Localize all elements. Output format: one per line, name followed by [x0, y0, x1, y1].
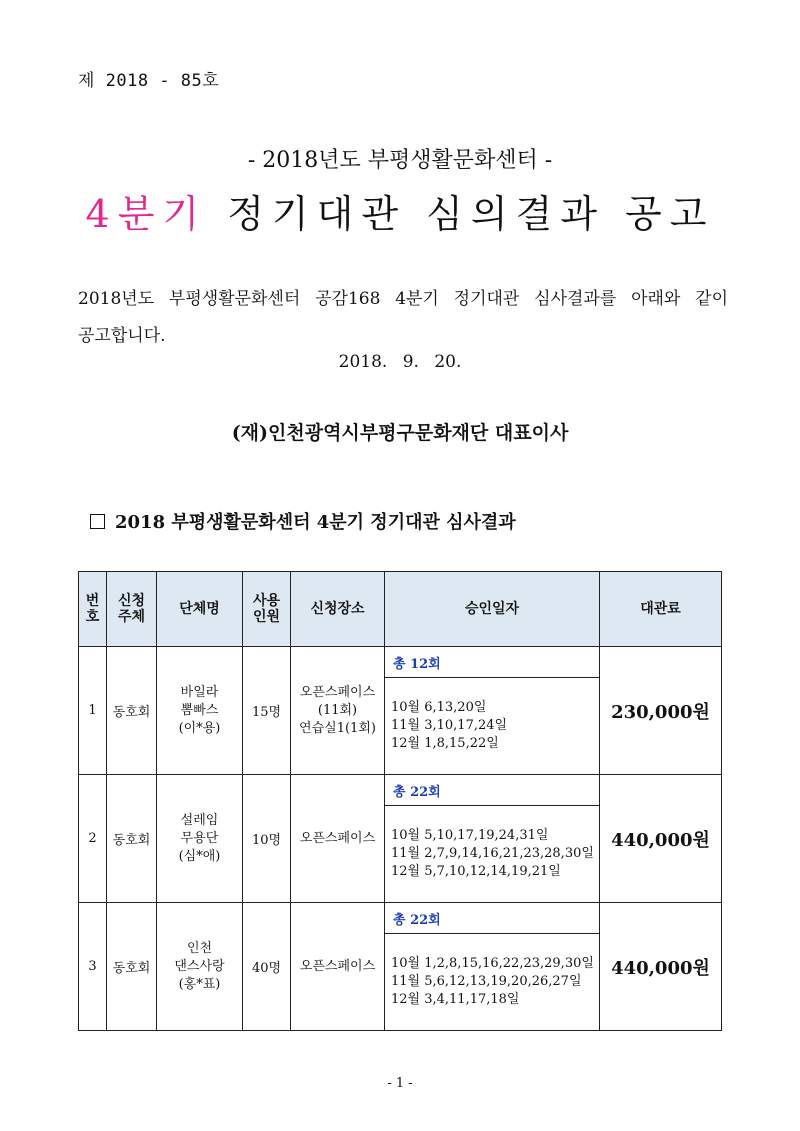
header-approved-dates: 승인일자	[385, 572, 600, 647]
dates-line: 12월 1,8,15,22일	[391, 736, 499, 751]
cell-venue	[291, 903, 385, 1031]
cell-applicant-type: 동호회	[107, 775, 157, 903]
header-applicant-type	[107, 572, 157, 647]
table-row	[79, 775, 722, 806]
cell-venue	[291, 647, 385, 775]
cell-venue	[291, 775, 385, 903]
dates-line: 11월 3,10,17,24일	[391, 718, 508, 733]
table-row	[79, 647, 722, 678]
venue-line: 연습실1(1회)	[299, 720, 376, 736]
header-people	[243, 572, 291, 647]
cell-group-name	[157, 647, 243, 775]
intro-paragraph: 2018년도 부평생활문화센터 공감168 4분기 정기대관 심사결과를 아래와 같이 공고합니다.	[78, 289, 728, 346]
cell-approved-dates	[385, 806, 600, 903]
group-name-line: 설레임	[180, 812, 219, 828]
cell-no: 2	[79, 775, 107, 903]
cell-no: 3	[79, 903, 107, 1031]
header-no-line1: 번	[85, 593, 100, 609]
cell-approved-dates	[385, 678, 600, 775]
cell-approved-dates	[385, 934, 600, 1031]
notice-title	[0, 183, 800, 238]
table-row	[79, 903, 722, 934]
header-no-line2: 호	[85, 609, 100, 625]
notice-subtitle: - 2018년도 부평생활문화센터 -	[247, 148, 553, 173]
group-name-line: 뽐빠스	[180, 702, 219, 718]
group-name-line: (홍*표)	[178, 976, 221, 992]
cell-total-count: 총 22회	[385, 903, 600, 934]
cell-total-count: 총 22회	[385, 775, 600, 806]
venue-line: (11회)	[317, 702, 358, 718]
document-number: 제 2018 - 85호	[78, 71, 220, 91]
table-header-row	[79, 572, 722, 647]
cell-people: 15명	[243, 647, 291, 775]
venue-line: 오픈스페이스	[299, 958, 376, 974]
square-bullet-icon	[90, 514, 105, 529]
issuing-organization: (재)인천광역시부평구문화재단 대표이사	[231, 422, 569, 444]
page-number: - 1 -	[387, 1076, 413, 1091]
section-heading-text: 2018 부평생활문화센터 4분기 정기대관 심사결과	[115, 512, 516, 533]
group-name-line: 무용단	[180, 830, 219, 846]
cell-no: 1	[79, 647, 107, 775]
group-name-line: (심*애)	[178, 848, 221, 864]
dates-line: 11월 5,6,12,13,19,20,26,27일	[391, 974, 582, 989]
group-name-line: 바일라	[180, 684, 219, 700]
cell-fee: 440,000원	[600, 775, 722, 903]
header-no	[79, 572, 107, 647]
group-name-line: (이*용)	[178, 720, 221, 736]
header-people-line2: 인원	[252, 609, 281, 625]
cell-total-count: 총 12회	[385, 647, 600, 678]
dates-line: 10월 5,10,17,19,24,31일	[391, 828, 549, 843]
results-table	[78, 571, 722, 1031]
cell-people: 40명	[243, 903, 291, 1031]
header-applicant-type-line2: 주체	[117, 609, 146, 625]
group-name-line: 댄스사랑	[174, 958, 225, 974]
section-heading	[90, 508, 516, 534]
header-people-line1: 사용	[252, 593, 281, 609]
venue-line: 오픈스페이스	[299, 830, 376, 846]
dates-line: 10월 1,2,8,15,16,22,23,29,30일	[391, 956, 594, 971]
title-rest: 정기대관 심의결과 공고	[207, 192, 715, 236]
cell-group-name	[157, 775, 243, 903]
dates-line: 10월 6,13,20일	[391, 700, 487, 715]
dates-line: 12월 5,7,10,12,14,19,21일	[391, 864, 561, 879]
cell-applicant-type: 동호회	[107, 903, 157, 1031]
cell-applicant-type: 동호회	[107, 647, 157, 775]
header-applicant-type-line1: 신청	[117, 593, 146, 609]
cell-group-name	[157, 903, 243, 1031]
dates-line: 12월 3,4,11,17,18일	[391, 992, 520, 1007]
notice-date: 2018. 9. 20.	[338, 352, 462, 372]
header-fee: 대관료	[600, 572, 722, 647]
cell-fee: 230,000원	[600, 647, 722, 775]
cell-people: 10명	[243, 775, 291, 903]
header-venue: 신청장소	[291, 572, 385, 647]
title-quarter-accent: 4분기	[85, 192, 208, 236]
dates-line: 11월 2,7,9,14,16,21,23,28,30일	[391, 846, 594, 861]
venue-line: 오픈스페이스	[299, 684, 376, 700]
header-group-name: 단체명	[157, 572, 243, 647]
cell-fee: 440,000원	[600, 903, 722, 1031]
group-name-line: 인천	[186, 940, 213, 956]
